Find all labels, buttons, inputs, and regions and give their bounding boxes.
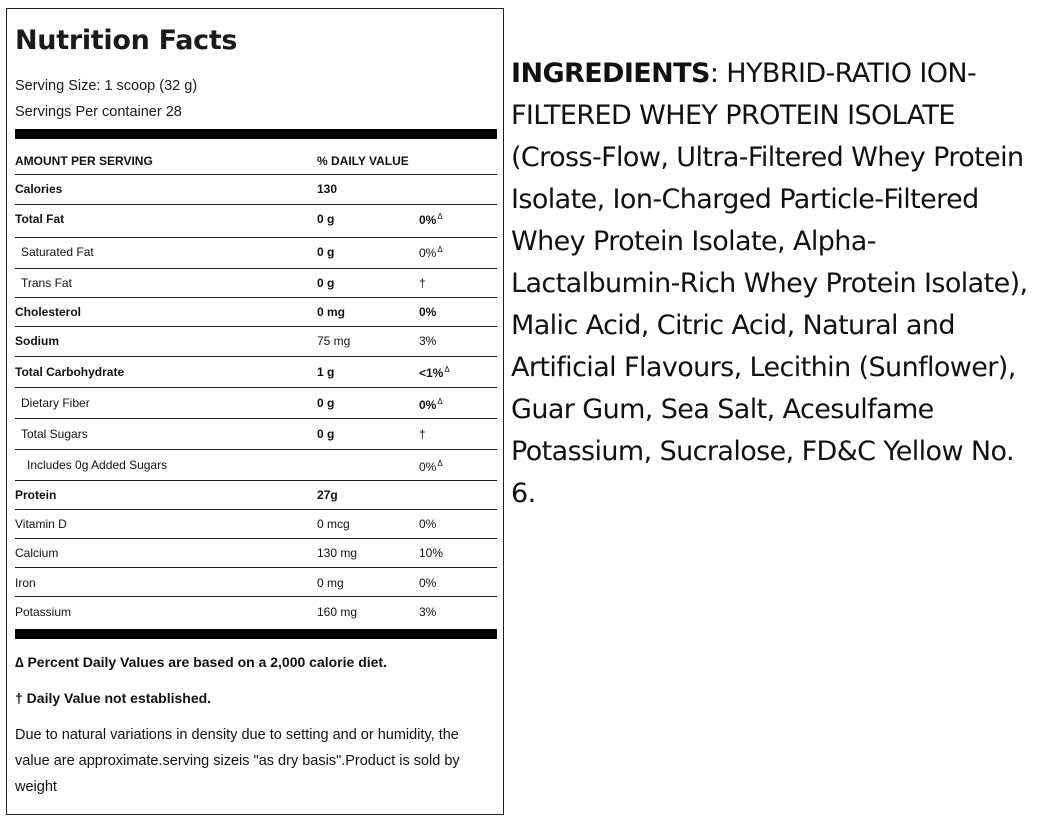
- nutrient-name: Cholesterol: [15, 305, 82, 319]
- nutrient-dv: 3%: [419, 334, 437, 348]
- nutrient-row-potassium: [15, 597, 497, 625]
- nutrient-row-dietary-fiber: [15, 388, 497, 419]
- nutrient-name: Calcium: [15, 546, 59, 560]
- nutrient-dv: [419, 397, 443, 412]
- ingredients-block: [511, 53, 1031, 515]
- nutrient-row-total-fat: [15, 205, 497, 238]
- nutrient-dv: 3%: [419, 605, 437, 619]
- nutrient-name: Saturated Fat: [21, 245, 94, 259]
- ingredients-label: INGREDIENTS: [511, 58, 710, 89]
- nutrient-name: Protein: [15, 488, 57, 502]
- delta-marker: Δ: [444, 365, 450, 374]
- nutrient-row-total-sugars: [15, 419, 497, 450]
- nutrient-amount: 0 g: [317, 245, 335, 259]
- nutrient-amount: 0 g: [317, 396, 335, 410]
- nutrient-amount: 160 mg: [317, 605, 358, 619]
- nutrient-dv: 0%: [419, 517, 437, 531]
- nutrient-row-total-carbohydrate: [15, 357, 497, 388]
- dv-value: <1%: [419, 366, 444, 380]
- dv-value: 0%: [419, 460, 437, 474]
- nutrient-name: Total Sugars: [21, 427, 88, 441]
- ingredients-separator: :: [709, 58, 727, 89]
- dagger-marker: †: [419, 427, 426, 441]
- ingredients-text: HYBRID-RATIO ION-FILTERED WHEY PROTEIN ISOLATE (Cross-Flow, Ultra-Filtered Whey Protein Isolate, Ion-Charged Particle-Filtered Whey Protein Isolate, Alpha-Lactalbumin-Rich Whey Protein Isolate), Malic Acid, Citric Acid, Natural and Artificial Flavours, Lecithin (Sunflower), Guar Gum, Sea Salt, Acesulfame Potassium, Sucralose, FD&C Yellow No. 6.: [511, 58, 1028, 509]
- nutrient-name: Includes 0g Added Sugars: [27, 458, 168, 472]
- nutrient-row-calcium: [15, 539, 497, 568]
- delta-marker: Δ: [437, 245, 443, 254]
- nutrient-amount: 130: [317, 182, 338, 196]
- dagger-marker: †: [419, 276, 426, 290]
- nutrient-amount: 0 mg: [317, 576, 344, 590]
- nutrient-row-cholesterol: [15, 298, 497, 327]
- nutrient-dv: [419, 212, 443, 227]
- nutrient-amount: 130 mg: [317, 546, 358, 560]
- nutrient-dv: 0%: [419, 305, 437, 319]
- nutrient-name: Vitamin D: [15, 517, 67, 531]
- nutrient-name: Iron: [15, 576, 36, 590]
- thick-divider-bottom: [15, 629, 497, 639]
- disclaimer-text: Due to natural variations in density due to setting and or humidity, the value are approximate.serving sizeis "as dry basis".Product is sold by weight: [15, 727, 460, 795]
- nutrition-facts-title: Nutrition Facts: [15, 25, 238, 56]
- nutrient-name: Sodium: [15, 334, 59, 348]
- nutrient-dv: [419, 459, 443, 474]
- thick-divider-top: [15, 129, 497, 139]
- nutrient-dv: 10%: [419, 546, 444, 560]
- nutrient-amount: 0 mg: [317, 305, 346, 319]
- nutrient-amount: 0 g: [317, 276, 335, 290]
- footnote-daily-values: ∆ Percent Daily Values are based on a 2,000 calorie diet.: [15, 654, 387, 670]
- nutrient-name: Dietary Fiber: [21, 396, 90, 410]
- serving-size: Serving Size: 1 scoop (32 g): [15, 78, 198, 94]
- footnote-not-established: † Daily Value not established.: [15, 690, 212, 706]
- nutrient-amount: 0 g: [317, 212, 335, 226]
- nutrient-row-sodium: [15, 327, 497, 357]
- nutrient-table: [15, 147, 497, 625]
- delta-marker: Δ: [437, 397, 443, 406]
- nutrient-name: Potassium: [15, 605, 72, 619]
- nutrient-name: Total Carbohydrate: [15, 365, 125, 379]
- nutrient-dv: [419, 365, 450, 380]
- header-amount-per-serving: AMOUNT PER SERVING: [15, 154, 153, 168]
- nutrient-row-iron: [15, 568, 497, 597]
- table-header-row: [15, 147, 497, 175]
- nutrient-amount: 27g: [317, 488, 338, 502]
- nutrition-facts-panel: [6, 8, 504, 815]
- nutrient-amount: 1 g: [317, 365, 335, 379]
- nutrient-name: Trans Fat: [21, 276, 72, 290]
- nutrient-amount: 0 g: [317, 427, 335, 441]
- nutrient-row-calories: [15, 175, 497, 205]
- nutrient-name: Calories: [15, 182, 63, 196]
- servings-per-container: Servings Per container 28: [15, 104, 182, 120]
- nutrient-amount: 75 mg: [317, 334, 351, 348]
- dv-value: 0%: [419, 398, 437, 412]
- nutrient-row-added-sugars: [15, 450, 497, 481]
- nutrient-row-saturated-fat: [15, 238, 497, 269]
- nutrient-row-vitamin-d: [15, 510, 497, 539]
- delta-marker: Δ: [437, 212, 443, 221]
- nutrient-amount: 0 mcg: [317, 517, 350, 531]
- delta-marker: Δ: [437, 459, 443, 468]
- nutrient-row-protein: [15, 481, 497, 510]
- header-daily-value: % DAILY VALUE: [317, 154, 409, 168]
- nutrient-dv: 0%: [419, 576, 437, 590]
- dv-value: 0%: [419, 213, 437, 227]
- dv-value: 0%: [419, 246, 437, 260]
- nutrient-row-trans-fat: [15, 269, 497, 298]
- nutrient-name: Total Fat: [15, 212, 65, 226]
- nutrient-dv: [419, 245, 443, 260]
